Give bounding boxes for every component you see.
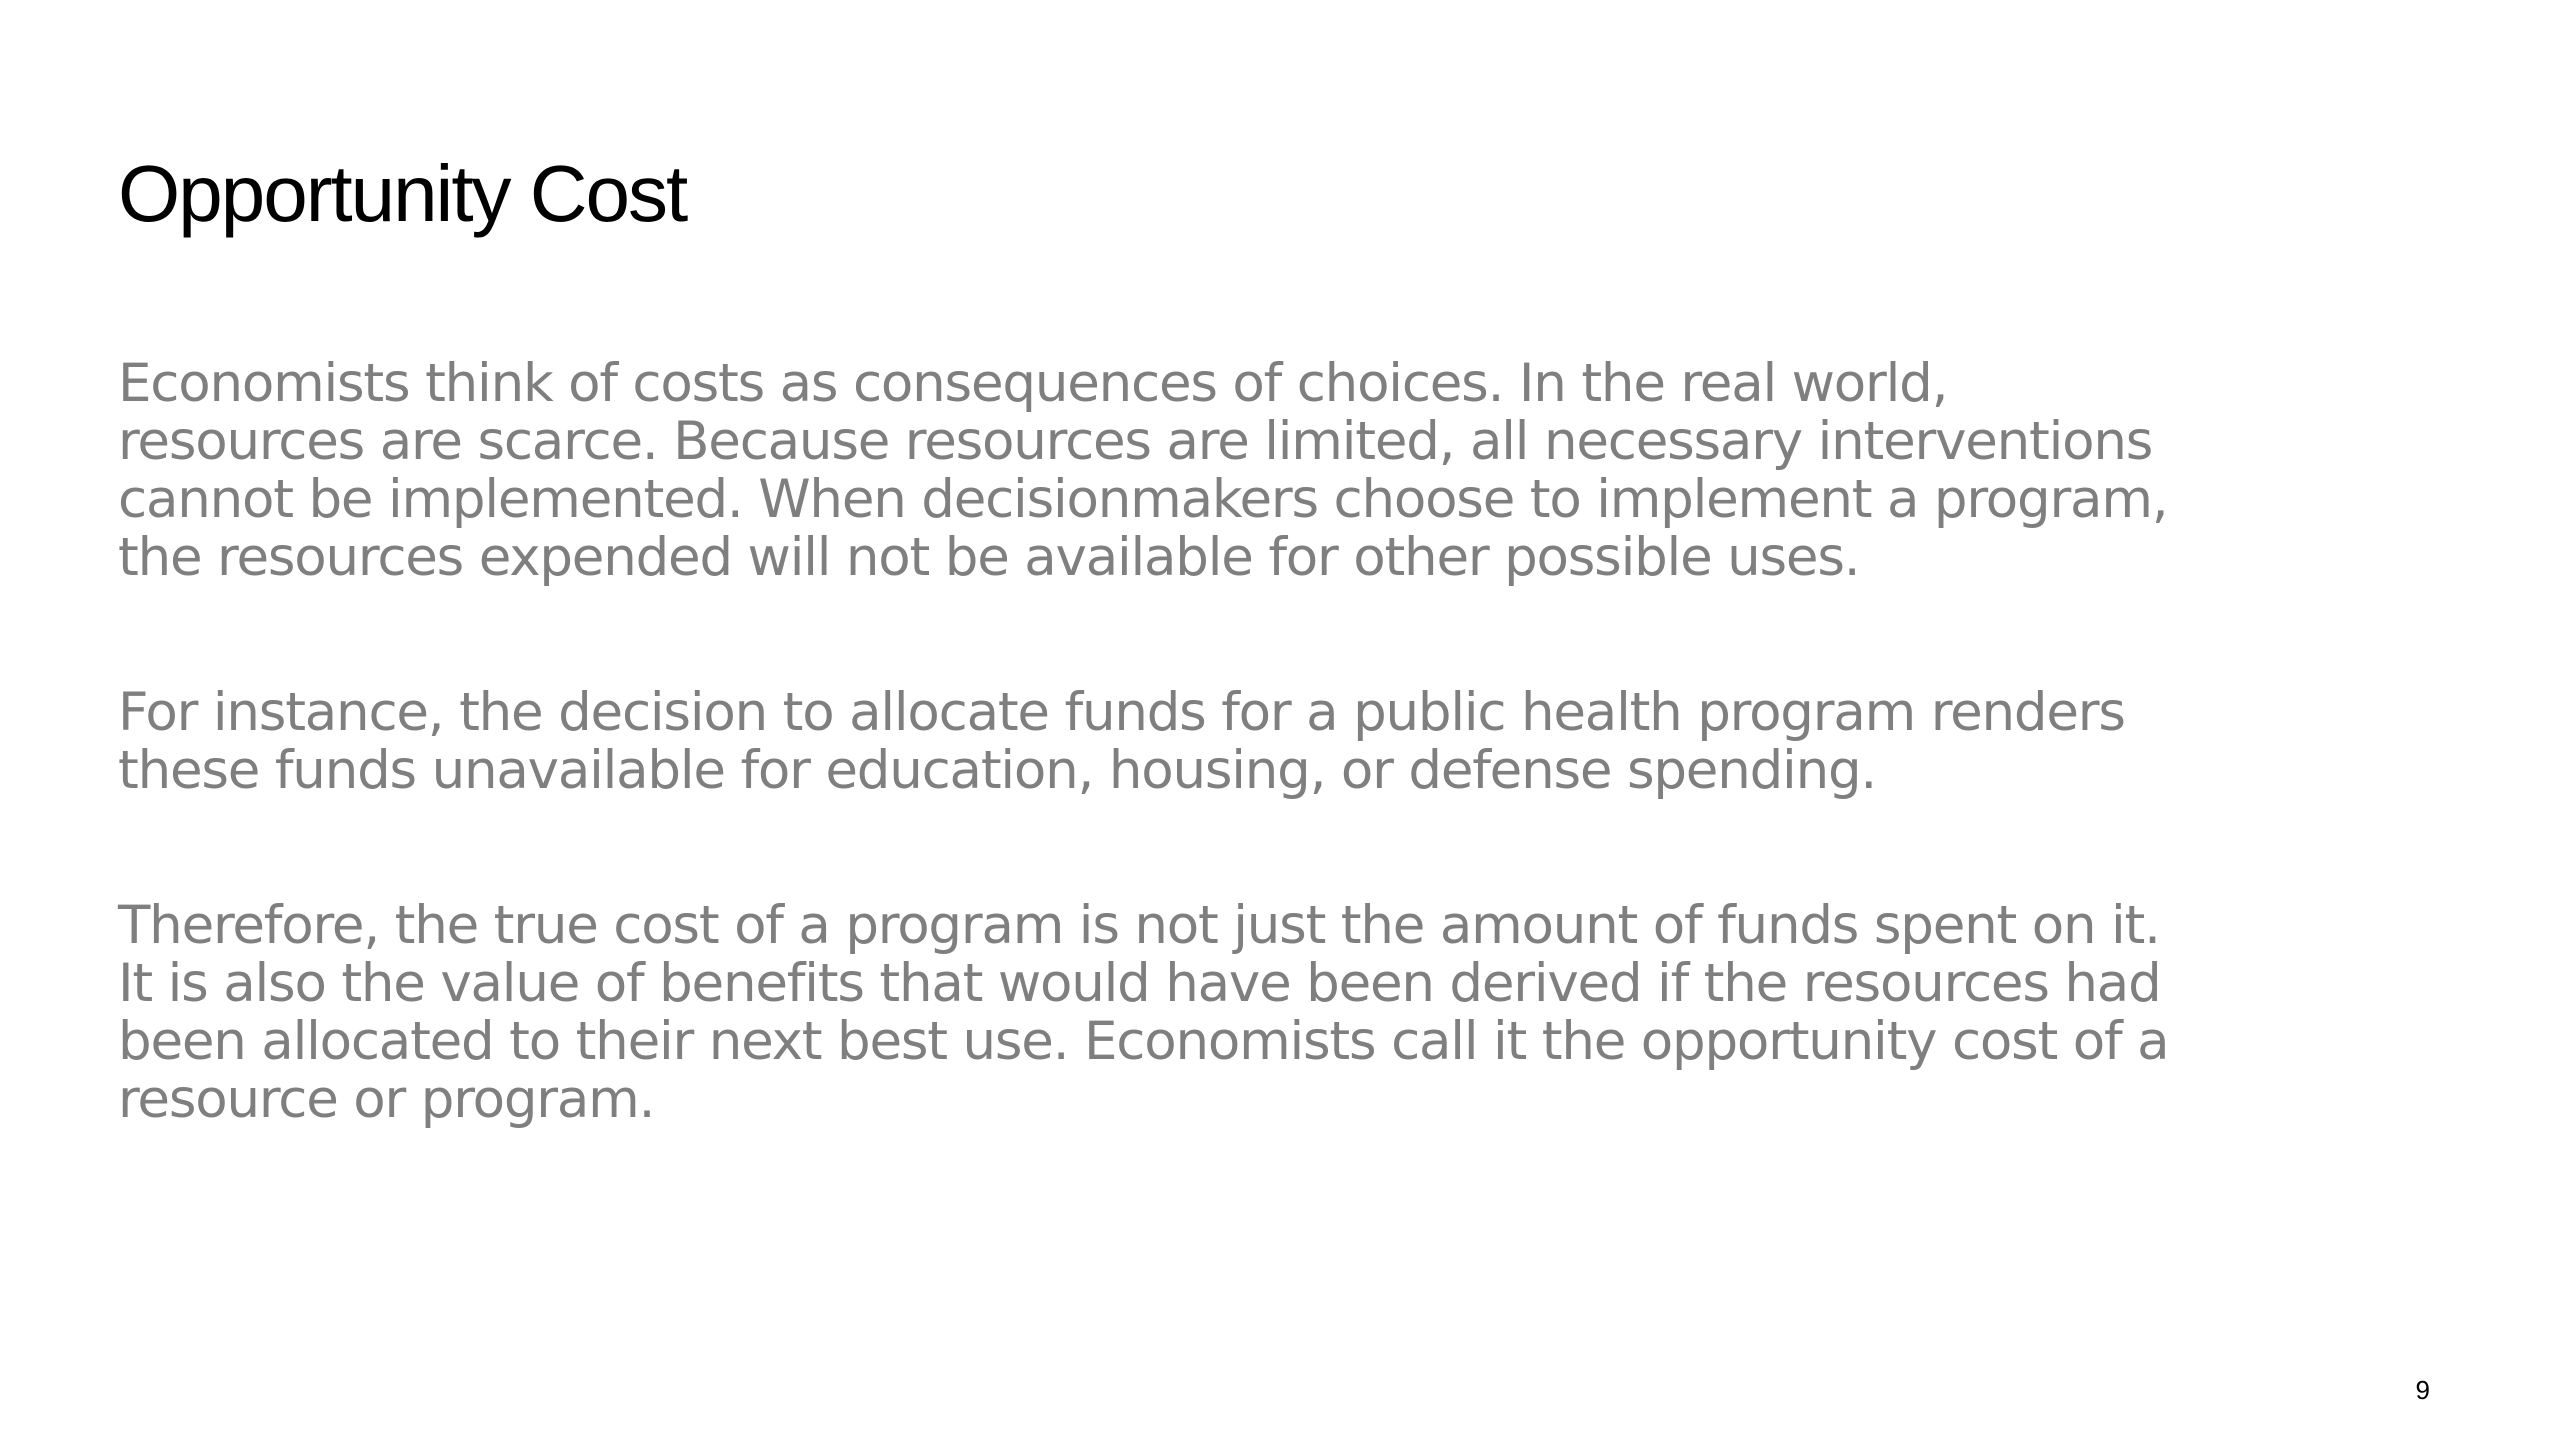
slide-body bbox=[118, 355, 2448, 1129]
paragraph-line: It is also the value of benefits that would have been derived if the resources had bbox=[118, 953, 2161, 1014]
paragraph-line: been allocated to their next best use. Economists call it the opportunity cost of a bbox=[118, 1011, 2169, 1072]
paragraph-line: For instance, the decision to allocate funds for a public health program renders bbox=[118, 682, 2125, 743]
body-paragraph-1 bbox=[118, 355, 2448, 587]
paragraph-line: Therefore, the true cost of a program is not just the amount of funds spent on it. bbox=[118, 895, 2160, 956]
paragraph-line: resources are scarce. Because resources are limited, all necessary interventions bbox=[118, 411, 2153, 472]
body-paragraph-3 bbox=[118, 897, 2448, 1129]
paragraph-line: the resources expended will not be available for other possible uses. bbox=[118, 527, 1860, 588]
slide-title: Opportunity Cost bbox=[118, 149, 687, 238]
page-number: 9 bbox=[2415, 1375, 2430, 1405]
paragraph-line: resource or program. bbox=[118, 1069, 655, 1130]
paragraph-line: cannot be implemented. When decisionmakers choose to implement a program, bbox=[118, 469, 2168, 530]
paragraph-line: Economists think of costs as consequences of choices. In the real world, bbox=[118, 353, 1948, 414]
body-paragraph-2 bbox=[118, 684, 2448, 800]
paragraph-line: these funds unavailable for education, housing, or defense spending. bbox=[118, 740, 1877, 801]
